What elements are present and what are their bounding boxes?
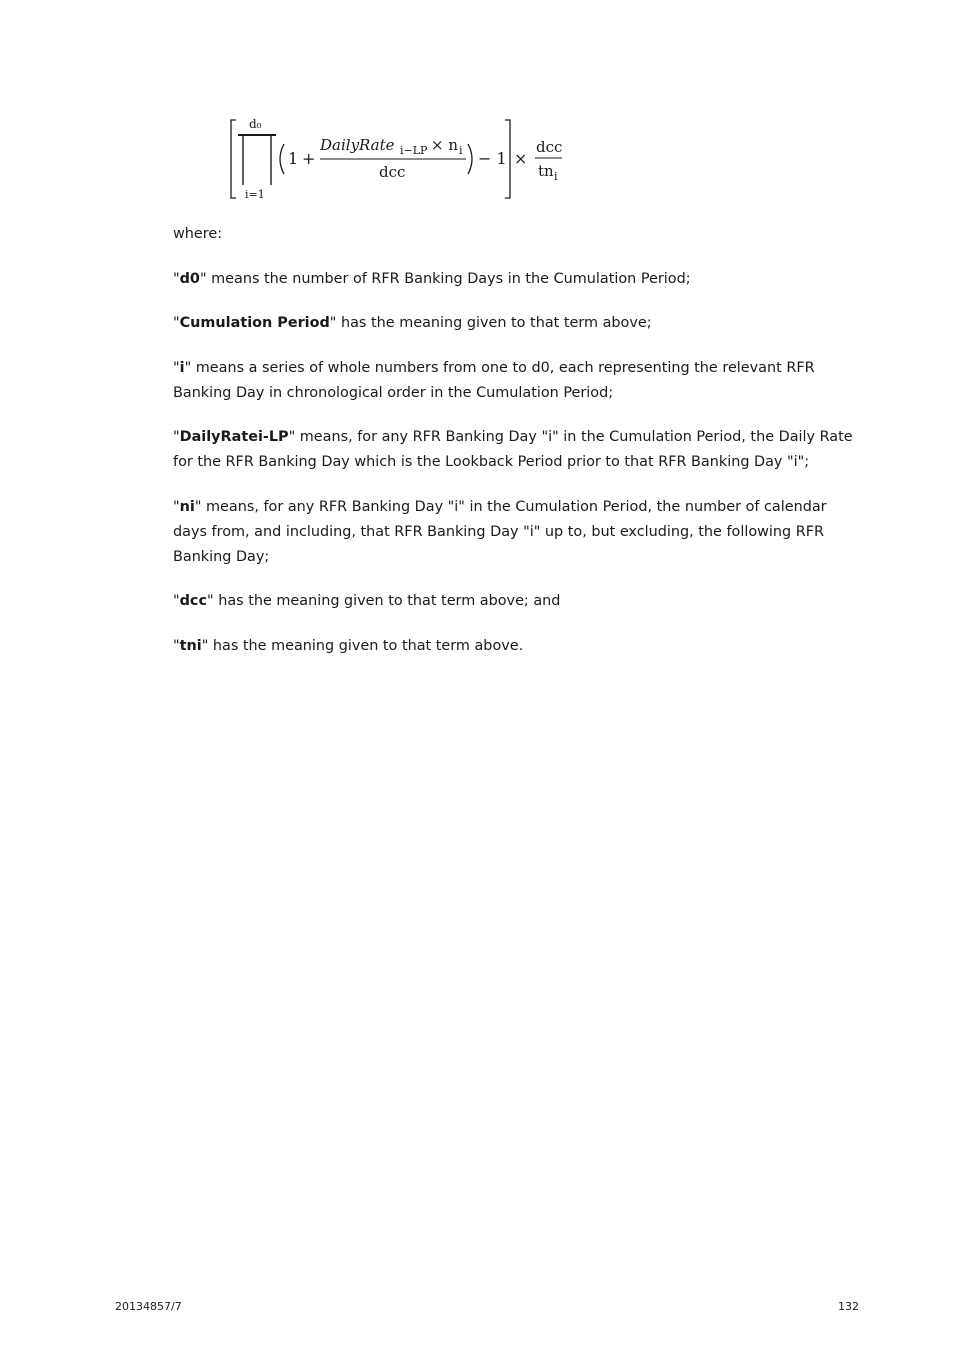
- definition-text: " has the meaning given to that term above;: [329, 315, 652, 331]
- definition-text: " means a series of whole numbers from one to d0, each representing the relevant RFR Banking Day in chronological order in the Cumulation Period;: [173, 359, 815, 401]
- definition-term: d0: [179, 270, 200, 287]
- definition-item: "Cumulation Period" has the meaning given to that term above;: [173, 315, 652, 331]
- definition-term: dcc: [179, 593, 207, 609]
- definition-text: " has the meaning given to that term above.: [201, 637, 524, 654]
- intro-text: where:: [173, 226, 223, 242]
- footer-page-number: 132: [838, 1300, 859, 1313]
- product-upper-limit: d₀: [249, 117, 262, 131]
- left-paren: [280, 144, 284, 174]
- definition-text: " means the number of RFR Banking Days in the Cumulation Period;: [199, 270, 691, 287]
- right-paren: [468, 144, 472, 174]
- right-denominator-tn: tn: [538, 162, 554, 180]
- formula-graphic: [226, 112, 571, 204]
- minus-one: − 1: [478, 149, 507, 168]
- definition-term: tni: [179, 637, 202, 654]
- definition-term: Cumulation Period: [179, 315, 330, 331]
- right-denominator-subscript: i: [554, 170, 558, 183]
- definition-term: i: [179, 359, 185, 376]
- formula: [226, 112, 571, 204]
- definition-item: "d0" means the number of RFR Banking Days in the Cumulation Period;: [173, 270, 691, 287]
- definitions-list: [173, 267, 863, 659]
- denominator-dcc: dcc: [379, 163, 406, 181]
- definitions-section: [173, 222, 863, 678]
- numerator-daily-rate: DailyRate: [320, 136, 395, 154]
- definition-text: " means, for any RFR Banking Day "i" in the Cumulation Period, the Daily Rate for the RFR Banking Day which is the Lookback Period prior to that RFR Banking Day "i";: [173, 429, 853, 470]
- definition-item: "DailyRatei-LP" means, for any RFR Banking Day "i" in the Cumulation Period, the Daily Rate for the RFR Banking Day which is the Lookback Period prior to that RFR Banking Day "i";: [173, 429, 853, 470]
- one-term: 1: [288, 149, 299, 168]
- left-bracket: [231, 120, 236, 198]
- right-numerator-dcc: dcc: [536, 138, 563, 156]
- definition-text: " means, for any RFR Banking Day "i" in the Cumulation Period, the number of calendar days from, and including, that RFR Banking Day "i" up to, but excluding, the following RFR Banking Day;: [173, 498, 827, 565]
- definition-term: DailyRatei-LP: [179, 429, 289, 445]
- numerator-subscript: i−LP: [400, 144, 428, 157]
- times-sign: ×: [514, 149, 528, 168]
- definition-item: "tni" has the meaning given to that term above.: [173, 637, 524, 654]
- definition-text: " has the meaning given to that term above; and: [207, 593, 561, 609]
- product-symbol: [238, 135, 276, 185]
- plus-sign: +: [302, 149, 316, 168]
- definition-item: "i" means a series of whole numbers from one to d0, each representing the relevant RFR Banking Day in chronological order in the Cumulation Period;: [173, 359, 815, 401]
- footer-doc-ref: 20134857/7: [115, 1300, 182, 1313]
- definition-item: "dcc" has the meaning given to that term above; and: [173, 593, 561, 609]
- n-subscript: i: [459, 144, 463, 157]
- product-lower-limit: i=1: [245, 188, 265, 201]
- numerator-times-n: × n: [431, 136, 458, 154]
- definition-item: "ni" means, for any RFR Banking Day "i" in the Cumulation Period, the number of calendar days from, and including, that RFR Banking Day "i" up to, but excluding, the following RFR Banking Day;: [173, 498, 827, 565]
- definition-term: ni: [179, 498, 195, 515]
